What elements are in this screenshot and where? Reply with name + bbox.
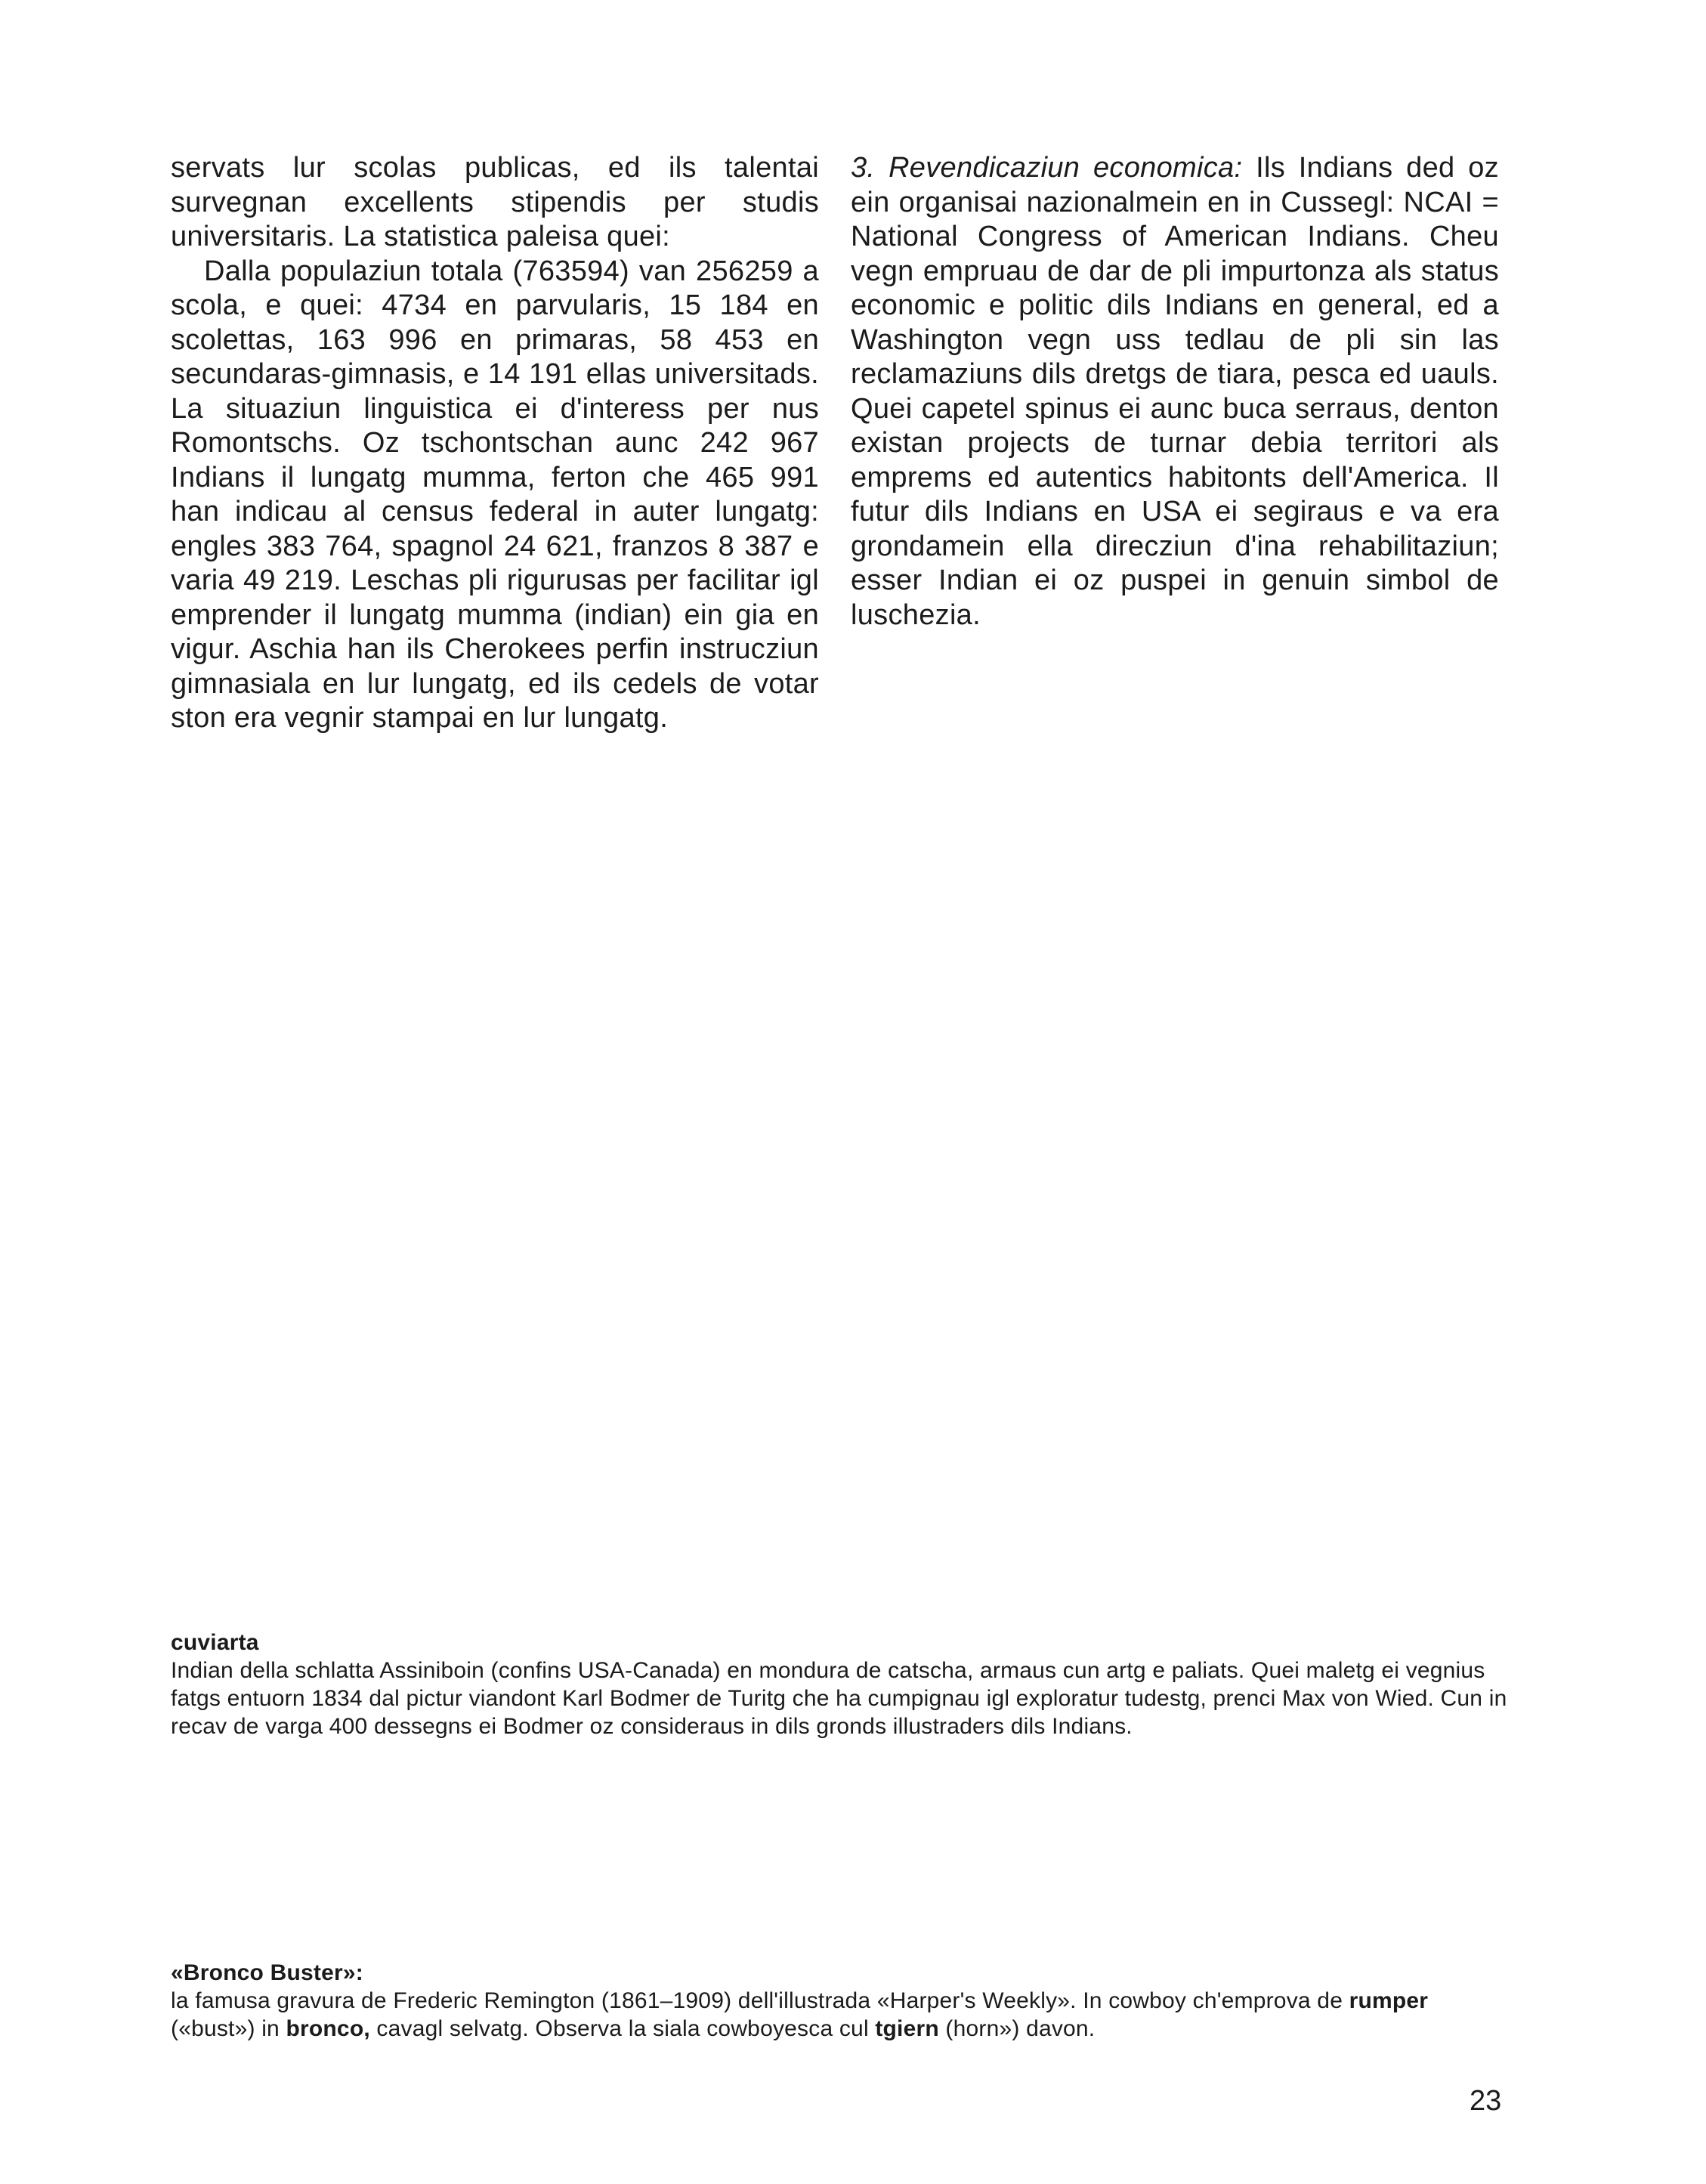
caption-text-part: cavagl selvatg. Observa la siala cowboyesca cul — [369, 2016, 876, 2041]
text-column-left — [171, 151, 819, 736]
paragraph-text: Ils Indians ded oz ein organisai nazionalmein en in Cussegl: NCAI = National Congress of American Indians. Cheu vegn empruau de dar de pli impurtonza als status economic e politic dils Indians en general, ed a Washington vegn uss tedlau de pli sin las reclamaziuns dils dretgs de tiara, pesca ed uauls. Quei capetel spinus ei aunc buca serraus, denton existan projects de turnar debia territori als emprems ed autentics habitonts dell'America. Il futur dils Indians en USA ei segiraus e va era grondamein ella direcziun d'ina rehabilitaziun; esser Indian ei oz puspei in genuin simbol de luschezia. — [851, 152, 1499, 631]
caption-term: tgiern — [875, 2016, 939, 2041]
cover-caption — [171, 1629, 1508, 1740]
caption-term: rumper — [1349, 1988, 1429, 2013]
caption-term: bronco, — [286, 2016, 370, 2041]
paragraph: Dalla populaziun totala (763594) van 256259 a scola, e quei: 4734 en parvularis, 15 184 en scolettas, 163 996 en primaras, 58 453 en secundaras-gimnasis, e 14 191 ellas universitads. La situaziun linguistica ei d'interess per nus Romontschs. Oz tschontschan aunc 242 967 Indians il lungatg mumma, ferton che 465 991 han indicau al census federal in auter lungatg: engles 383 764, spagnol 24 621, franzos 8 387 e varia 49 219. Leschas pli rigurusas per facilitar igl emprender il lungatg mumma (indian) ein gia en vigur. Aschia han ils Cherokees perfin instrucziun gimnasiala en lur lungatg, ed ils cedels de votar ston era vegnir stampai en lur lungatg. — [171, 255, 819, 734]
caption-text — [171, 1987, 1508, 2043]
caption-text-part: («bust») in — [171, 2016, 286, 2041]
text-column-right — [851, 151, 1499, 633]
paragraph — [851, 151, 1499, 633]
page-number: 23 — [1470, 2085, 1502, 2117]
caption-title: cuviarta — [171, 1630, 259, 1655]
section-heading: 3. Revendicaziun economica: — [851, 152, 1243, 184]
bronco-caption — [171, 1959, 1508, 2043]
caption-text-part: (horn») davon. — [938, 2016, 1096, 2041]
caption-text: Indian della schlatta Assiniboin (confins USA-Canada) en mondura de catscha, armaus cun artg e paliats. Quei maletg ei vegnius fatgs entuorn 1834 dal pictur viandont Karl Bodmer de Turitg che ha cumpignau igl exploratur tudestg, prenci Max von Wied. Cun in recav de varga 400 dessegns ei Bodmer oz consideraus in dils gronds illustraders dils Indians. — [171, 1658, 1507, 1739]
caption-title: «Bronco Buster»: — [171, 1960, 363, 1985]
paragraph: servats lur scolas publicas, ed ils talentai survegnan excellents stipendis per studis universitaris. La statistica paleisa quei: — [171, 152, 819, 252]
caption-text-part: la famusa gravura de Frederic Remington (1861–1909) dell'illustrada «Harper's Weekly». In cowboy ch'emprova de — [171, 1988, 1349, 2013]
